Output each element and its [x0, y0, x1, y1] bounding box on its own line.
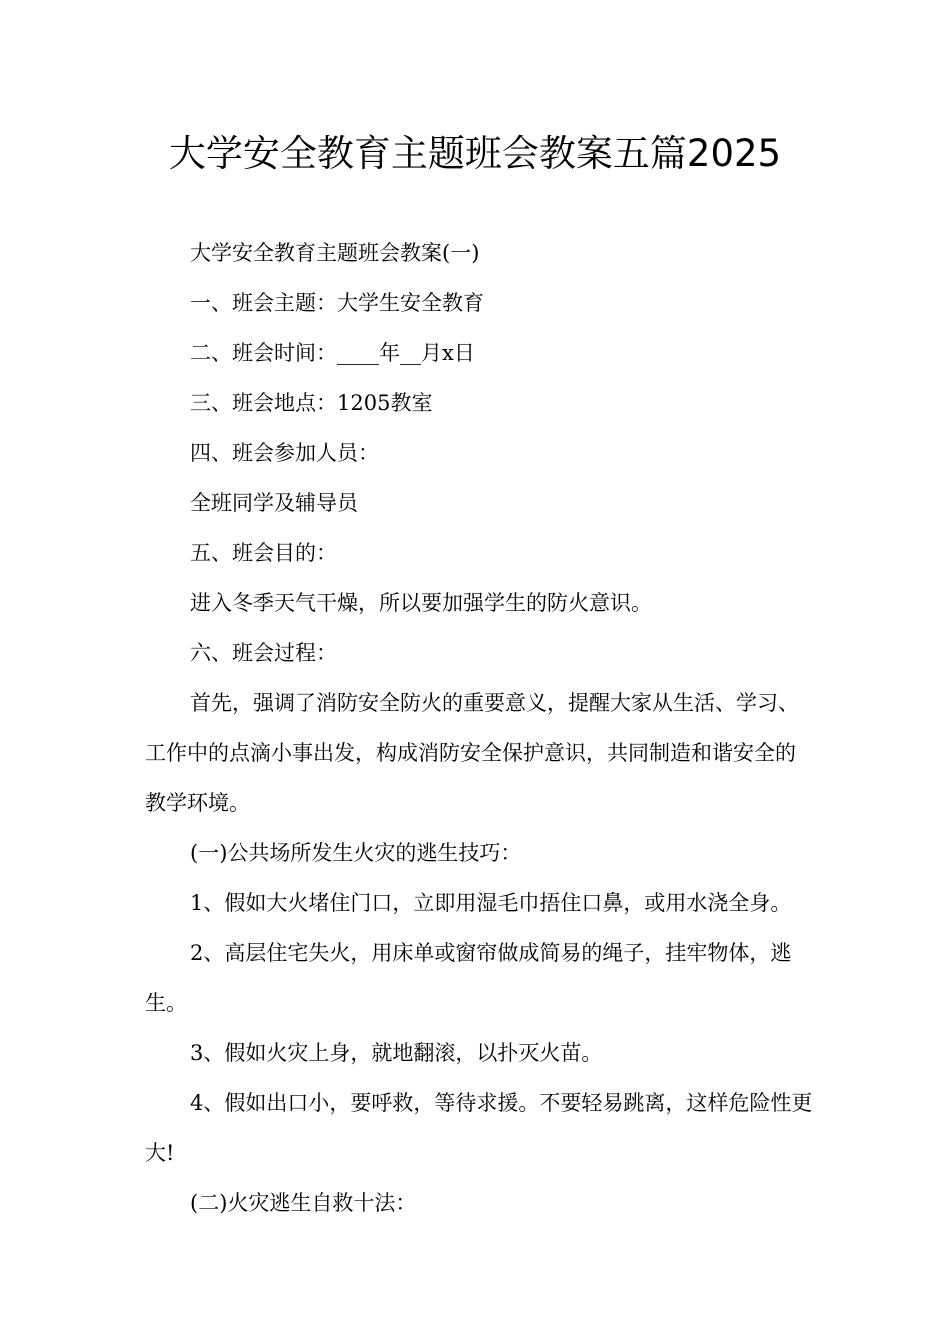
document-title: 大学安全教育主题班会教案五篇2025	[168, 132, 782, 175]
purpose-text: 进入冬季天气干燥，所以要加强学生的防火意识。	[190, 591, 652, 615]
meeting-time: 二、班会时间：____年__月x日	[190, 341, 475, 365]
tip-item-2: 2、高层住宅失火，用床单或窗帘做成简易的绳子，挂牢物体，逃生。	[145, 941, 792, 1015]
meeting-location: 三、班会地点：1205教室	[190, 391, 433, 415]
subsection-heading-1: (一)公共场所发生火灾的逃生技巧：	[190, 841, 522, 865]
participants-value: 全班同学及辅导员	[190, 491, 358, 515]
participants-label: 四、班会参加人员：	[190, 441, 379, 465]
tip-item-4: 4、假如出口小，要呼救，等待求援。不要轻易跳离，这样危险性更大!	[145, 1091, 813, 1165]
tip-item-3: 3、假如火灾上身，就地翻滚，以扑灭火苗。	[190, 1041, 603, 1065]
document-body	[145, 228, 815, 1228]
tip-item-1: 1、假如大火堵住门口，立即用湿毛巾捂住口鼻，或用水浇全身。	[190, 891, 792, 915]
meeting-theme: 一、班会主题：大学生安全教育	[190, 291, 484, 315]
purpose-label: 五、班会目的：	[190, 541, 337, 565]
section-heading: 大学安全教育主题班会教案(一)	[190, 241, 480, 265]
process-intro-paragraph: 首先，强调了消防安全防火的重要意义，提醒大家从生活、学习、工作中的点滴小事出发，构成消防安全保护意识，共同制造和谐安全的教学环境。	[145, 691, 799, 815]
process-label: 六、班会过程：	[190, 641, 337, 665]
subsection-heading-2: (二)火灾逃生自救十法：	[190, 1191, 417, 1215]
